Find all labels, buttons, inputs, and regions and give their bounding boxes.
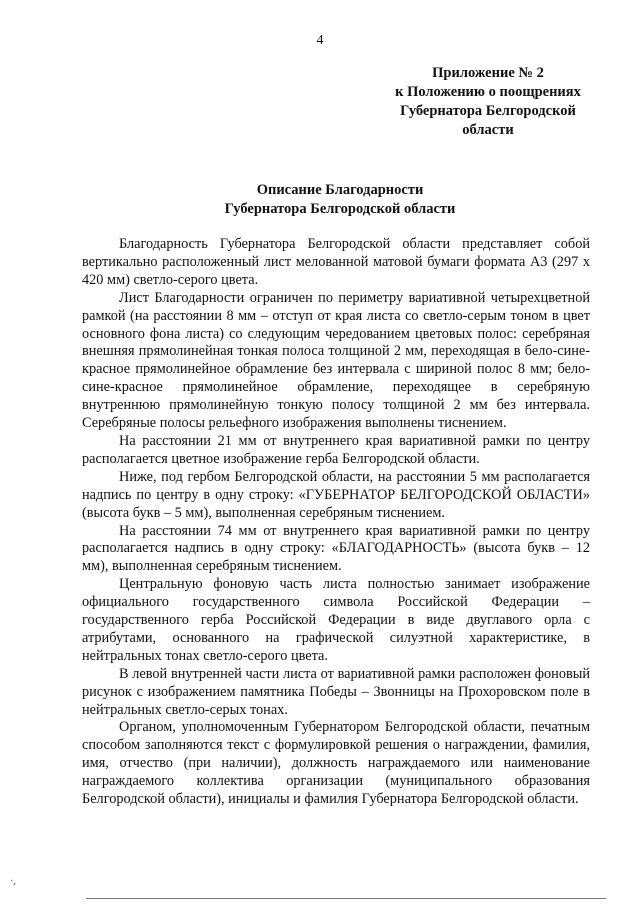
document-title xyxy=(100,181,580,219)
paragraph-1: Благодарность Губернатора Белгородской области представляет собой вертикально расположенный лист мелованной матовой бумаги формата А3 (297 х 420 мм) светло-серого цвета. xyxy=(82,236,590,288)
page-number: 4 xyxy=(316,33,324,48)
title-line-2: Губернатора Белгородской области xyxy=(224,201,456,217)
appendix-line-3: Губернатора Белгородской xyxy=(400,103,576,119)
appendix-line-2: к Положению о поощрениях xyxy=(395,84,581,100)
appendix-line-1: Приложение № 2 xyxy=(432,65,544,81)
appendix-line-4: области xyxy=(462,122,514,138)
paragraph-5: На расстоянии 74 мм от внутреннего края вариативной рамки по центру располагается надпись в одну строку: «БЛАГОДАРНОСТЬ» (высота букв – 12 мм), выполненная серебряным тиснением. xyxy=(82,522,590,575)
title-line-1: Описание Благодарности xyxy=(256,182,424,198)
paragraph-3: На расстоянии 21 мм от внутреннего края вариативной рамки по центру располагается цветное изображение герба Белгородской области. xyxy=(82,432,590,467)
paragraph-4: Ниже, под гербом Белгородской области, на расстоянии 5 мм располагается надпись по центру в одну строку: «ГУБЕРНАТОР БЕЛГОРОДСКОЙ ОБЛАСТИ» (высота букв – 5 мм), выполненная серебряным тиснением. xyxy=(82,468,590,521)
scan-speck: ·, xyxy=(10,876,16,887)
paragraph-2: Лист Благодарности ограничен по периметру вариативной четырехцветной рамкой (на расстоянии 8 мм – отступ от края листа со светло-серым тоном в цвет основного фона листа) со следующим чередованием цветовых полос: серебряная внешняя прямолинейная тонкая полоса толщиной 2 мм, переходящая в бело-сине-красное прямолинейное обрамление без интервала с шириной полос 8 мм; бело-сине-красное прямолинейное обрамление, переходящее в серебряную внутреннюю прямолинейную тонкую полосу толщиной 2 мм без интервала. Серебряные полосы рельефного изображения выполнены тиснением. xyxy=(82,289,590,432)
bottom-rule xyxy=(86,898,606,899)
paragraph-6: Центральную фоновую часть листа полностью занимает изображение официального государственного символа Российской Федерации – государственного герба Российской Федерации в виде двуглавого орла с атрибутами, основанного на графической силуэтной характеристике, в нейтральных тонах светло-серого цвета. xyxy=(82,576,590,664)
body-text xyxy=(82,236,590,809)
paragraph-7: В левой внутренней части листа от вариативной рамки расположен фоновый рисунок с изображением памятника Победы – Звонницы на Прохоровском поле в нейтральных светло-серых тонах. xyxy=(82,665,590,718)
appendix-heading xyxy=(378,64,598,140)
paragraph-8: Органом, уполномоченным Губернатором Белгородской области, печатным способом заполняются текст с формулировкой решения о награждении, фамилия, имя, отчество (при наличии), должность награждаемого или наименование награждаемого коллектива организации (муниципального образования Белгородской области), инициалы и фамилия Губернатора Белгородской области. xyxy=(82,719,590,808)
